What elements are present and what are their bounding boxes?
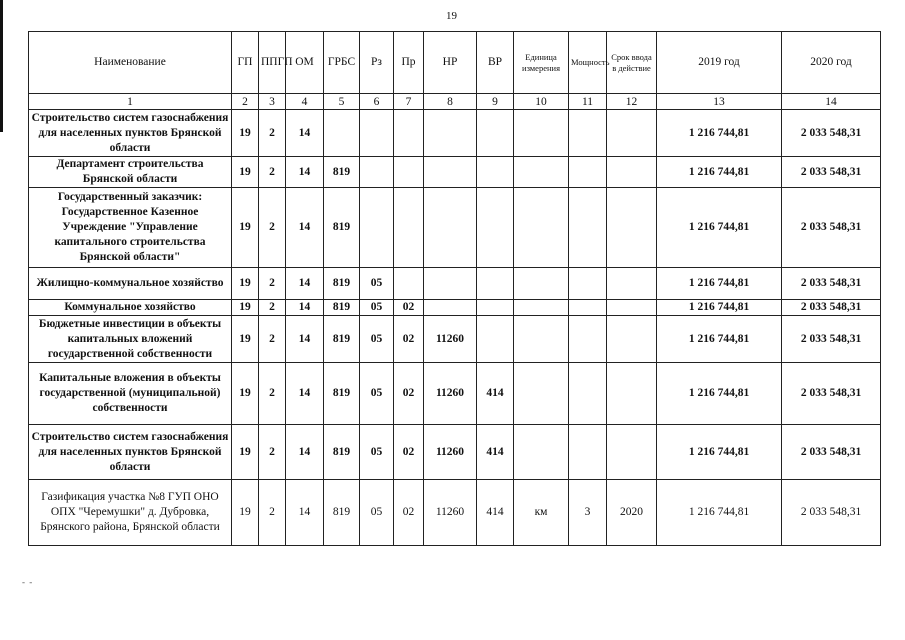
table-row <box>29 268 881 300</box>
amount-2019-cell: 1 216 744,81 <box>657 316 782 363</box>
header-2019: 2019 год <box>657 32 782 94</box>
vr-cell <box>477 188 514 268</box>
header-grbs: ГРБС <box>324 32 360 94</box>
ppgp-cell: 2 <box>259 300 286 316</box>
amount-2020-cell: 2 033 548,31 <box>782 157 881 188</box>
column-number: 5 <box>324 94 360 110</box>
amount-2019-cell: 1 216 744,81 <box>657 480 782 546</box>
row-name-cell: Бюджетные инвестиции в объекты капитальных вложений государственной собственности <box>29 316 232 363</box>
row-name-cell: Департамент строительства Брянской области <box>29 157 232 188</box>
gp-cell: 19 <box>232 425 259 480</box>
column-number: 1 <box>29 94 232 110</box>
om-cell: 14 <box>286 268 324 300</box>
row-name-cell: Строительство систем газоснабжения для населенных пунктов Брянской области <box>29 110 232 157</box>
table-row <box>29 300 881 316</box>
header-term: Срок ввода в действие <box>607 32 657 94</box>
nr-cell <box>424 300 477 316</box>
column-number-row <box>29 94 881 110</box>
unit-cell <box>514 110 569 157</box>
term-cell <box>607 363 657 425</box>
header-rz: Рз <box>360 32 394 94</box>
om-cell: 14 <box>286 480 324 546</box>
header-row <box>29 32 881 94</box>
column-number: 14 <box>782 94 881 110</box>
rz-cell: 05 <box>360 316 394 363</box>
pr-cell <box>394 268 424 300</box>
gp-cell: 19 <box>232 110 259 157</box>
vr-cell <box>477 268 514 300</box>
term-cell <box>607 268 657 300</box>
nr-cell <box>424 157 477 188</box>
capacity-cell <box>569 425 607 480</box>
page-number: 19 <box>446 10 457 22</box>
amount-2020-cell: 2 033 548,31 <box>782 425 881 480</box>
table-row <box>29 425 881 480</box>
header-nr: НР <box>424 32 477 94</box>
rz-cell <box>360 157 394 188</box>
ppgp-cell: 2 <box>259 110 286 157</box>
amount-2019-cell: 1 216 744,81 <box>657 363 782 425</box>
row-name-cell: Капитальные вложения в объекты государственной (муниципальной) собственности <box>29 363 232 425</box>
capacity-cell <box>569 316 607 363</box>
header-gp: ГП <box>232 32 259 94</box>
om-cell: 14 <box>286 157 324 188</box>
amount-2019-cell: 1 216 744,81 <box>657 157 782 188</box>
pr-cell <box>394 157 424 188</box>
pr-cell <box>394 110 424 157</box>
grbs-cell <box>324 110 360 157</box>
vr-cell: 414 <box>477 425 514 480</box>
amount-2020-cell: 2 033 548,31 <box>782 110 881 157</box>
table-row <box>29 110 881 157</box>
rz-cell: 05 <box>360 268 394 300</box>
amount-2020-cell: 2 033 548,31 <box>782 268 881 300</box>
term-cell <box>607 110 657 157</box>
column-number: 12 <box>607 94 657 110</box>
pr-cell <box>394 188 424 268</box>
ppgp-cell: 2 <box>259 480 286 546</box>
column-number: 7 <box>394 94 424 110</box>
budget-table <box>28 31 881 546</box>
nr-cell <box>424 188 477 268</box>
amount-2020-cell: 2 033 548,31 <box>782 300 881 316</box>
unit-cell: км <box>514 480 569 546</box>
unit-cell <box>514 157 569 188</box>
pr-cell: 02 <box>394 480 424 546</box>
table-row <box>29 363 881 425</box>
capacity-cell <box>569 363 607 425</box>
header-name: Наименование <box>29 32 232 94</box>
term-cell <box>607 188 657 268</box>
amount-2019-cell: 1 216 744,81 <box>657 425 782 480</box>
gp-cell: 19 <box>232 300 259 316</box>
ppgp-cell: 2 <box>259 425 286 480</box>
gp-cell: 19 <box>232 157 259 188</box>
pr-cell: 02 <box>394 316 424 363</box>
unit-cell <box>514 316 569 363</box>
grbs-cell: 819 <box>324 268 360 300</box>
table-row <box>29 157 881 188</box>
table-body <box>29 94 881 546</box>
gp-cell: 19 <box>232 268 259 300</box>
capacity-cell <box>569 300 607 316</box>
ppgp-cell: 2 <box>259 363 286 425</box>
om-cell: 14 <box>286 188 324 268</box>
rz-cell <box>360 110 394 157</box>
unit-cell <box>514 188 569 268</box>
gp-cell: 19 <box>232 363 259 425</box>
column-number: 11 <box>569 94 607 110</box>
nr-cell: 11260 <box>424 363 477 425</box>
row-name-cell: Государственный заказчик: Государственное Казенное Учреждение "Управление капитального строительства Брянской области" <box>29 188 232 268</box>
ppgp-cell: 2 <box>259 316 286 363</box>
unit-cell <box>514 363 569 425</box>
gp-cell: 19 <box>232 480 259 546</box>
om-cell: 14 <box>286 300 324 316</box>
grbs-cell: 819 <box>324 316 360 363</box>
table-row <box>29 480 881 546</box>
grbs-cell: 819 <box>324 363 360 425</box>
column-number: 3 <box>259 94 286 110</box>
rz-cell: 05 <box>360 300 394 316</box>
header-capacity: Мощность <box>569 32 607 94</box>
om-cell: 14 <box>286 316 324 363</box>
capacity-cell <box>569 157 607 188</box>
row-name-cell: Газификация участка №8 ГУП ОНО ОПХ "Черемушки" д. Дубровка, Брянского района, Брянской области <box>29 480 232 546</box>
nr-cell: 11260 <box>424 425 477 480</box>
grbs-cell: 819 <box>324 157 360 188</box>
unit-cell <box>514 425 569 480</box>
column-number: 9 <box>477 94 514 110</box>
term-cell <box>607 425 657 480</box>
om-cell: 14 <box>286 425 324 480</box>
rz-cell: 05 <box>360 480 394 546</box>
capacity-cell <box>569 188 607 268</box>
column-number: 8 <box>424 94 477 110</box>
row-name-cell: Строительство систем газоснабжения для населенных пунктов Брянской области <box>29 425 232 480</box>
term-cell <box>607 157 657 188</box>
nr-cell <box>424 110 477 157</box>
header-pr: Пр <box>394 32 424 94</box>
column-number: 2 <box>232 94 259 110</box>
amount-2020-cell: 2 033 548,31 <box>782 316 881 363</box>
capacity-cell <box>569 110 607 157</box>
amount-2020-cell: 2 033 548,31 <box>782 188 881 268</box>
header-om: ОМ <box>286 32 324 94</box>
vr-cell <box>477 316 514 363</box>
rz-cell <box>360 188 394 268</box>
om-cell: 14 <box>286 110 324 157</box>
om-cell: 14 <box>286 363 324 425</box>
rz-cell: 05 <box>360 425 394 480</box>
column-number: 10 <box>514 94 569 110</box>
amount-2019-cell: 1 216 744,81 <box>657 188 782 268</box>
amount-2020-cell: 2 033 548,31 <box>782 480 881 546</box>
capacity-cell: 3 <box>569 480 607 546</box>
vr-cell: 414 <box>477 480 514 546</box>
vr-cell <box>477 110 514 157</box>
pr-cell: 02 <box>394 300 424 316</box>
term-cell <box>607 300 657 316</box>
nr-cell: 11260 <box>424 480 477 546</box>
column-number: 4 <box>286 94 324 110</box>
header-vr: ВР <box>477 32 514 94</box>
capacity-cell <box>569 268 607 300</box>
grbs-cell: 819 <box>324 480 360 546</box>
nr-cell <box>424 268 477 300</box>
pr-cell: 02 <box>394 363 424 425</box>
term-cell <box>607 316 657 363</box>
vr-cell: 414 <box>477 363 514 425</box>
vr-cell <box>477 300 514 316</box>
rz-cell: 05 <box>360 363 394 425</box>
amount-2020-cell: 2 033 548,31 <box>782 363 881 425</box>
ppgp-cell: 2 <box>259 157 286 188</box>
grbs-cell: 819 <box>324 300 360 316</box>
row-name-cell: Коммунальное хозяйство <box>29 300 232 316</box>
grbs-cell: 819 <box>324 425 360 480</box>
term-cell: 2020 <box>607 480 657 546</box>
column-number: 6 <box>360 94 394 110</box>
unit-cell <box>514 300 569 316</box>
scan-mark: - - <box>22 577 34 587</box>
amount-2019-cell: 1 216 744,81 <box>657 268 782 300</box>
header-unit: Единица измерения <box>514 32 569 94</box>
ppgp-cell: 2 <box>259 268 286 300</box>
pr-cell: 02 <box>394 425 424 480</box>
vr-cell <box>477 157 514 188</box>
unit-cell <box>514 268 569 300</box>
amount-2019-cell: 1 216 744,81 <box>657 300 782 316</box>
header-ppgp: ППГП <box>259 32 286 94</box>
gp-cell: 19 <box>232 188 259 268</box>
nr-cell: 11260 <box>424 316 477 363</box>
scan-edge-mark <box>0 0 3 132</box>
table-row <box>29 188 881 268</box>
amount-2019-cell: 1 216 744,81 <box>657 110 782 157</box>
grbs-cell: 819 <box>324 188 360 268</box>
gp-cell: 19 <box>232 316 259 363</box>
header-2020: 2020 год <box>782 32 881 94</box>
column-number: 13 <box>657 94 782 110</box>
ppgp-cell: 2 <box>259 188 286 268</box>
row-name-cell: Жилищно-коммунальное хозяйство <box>29 268 232 300</box>
table-row <box>29 316 881 363</box>
